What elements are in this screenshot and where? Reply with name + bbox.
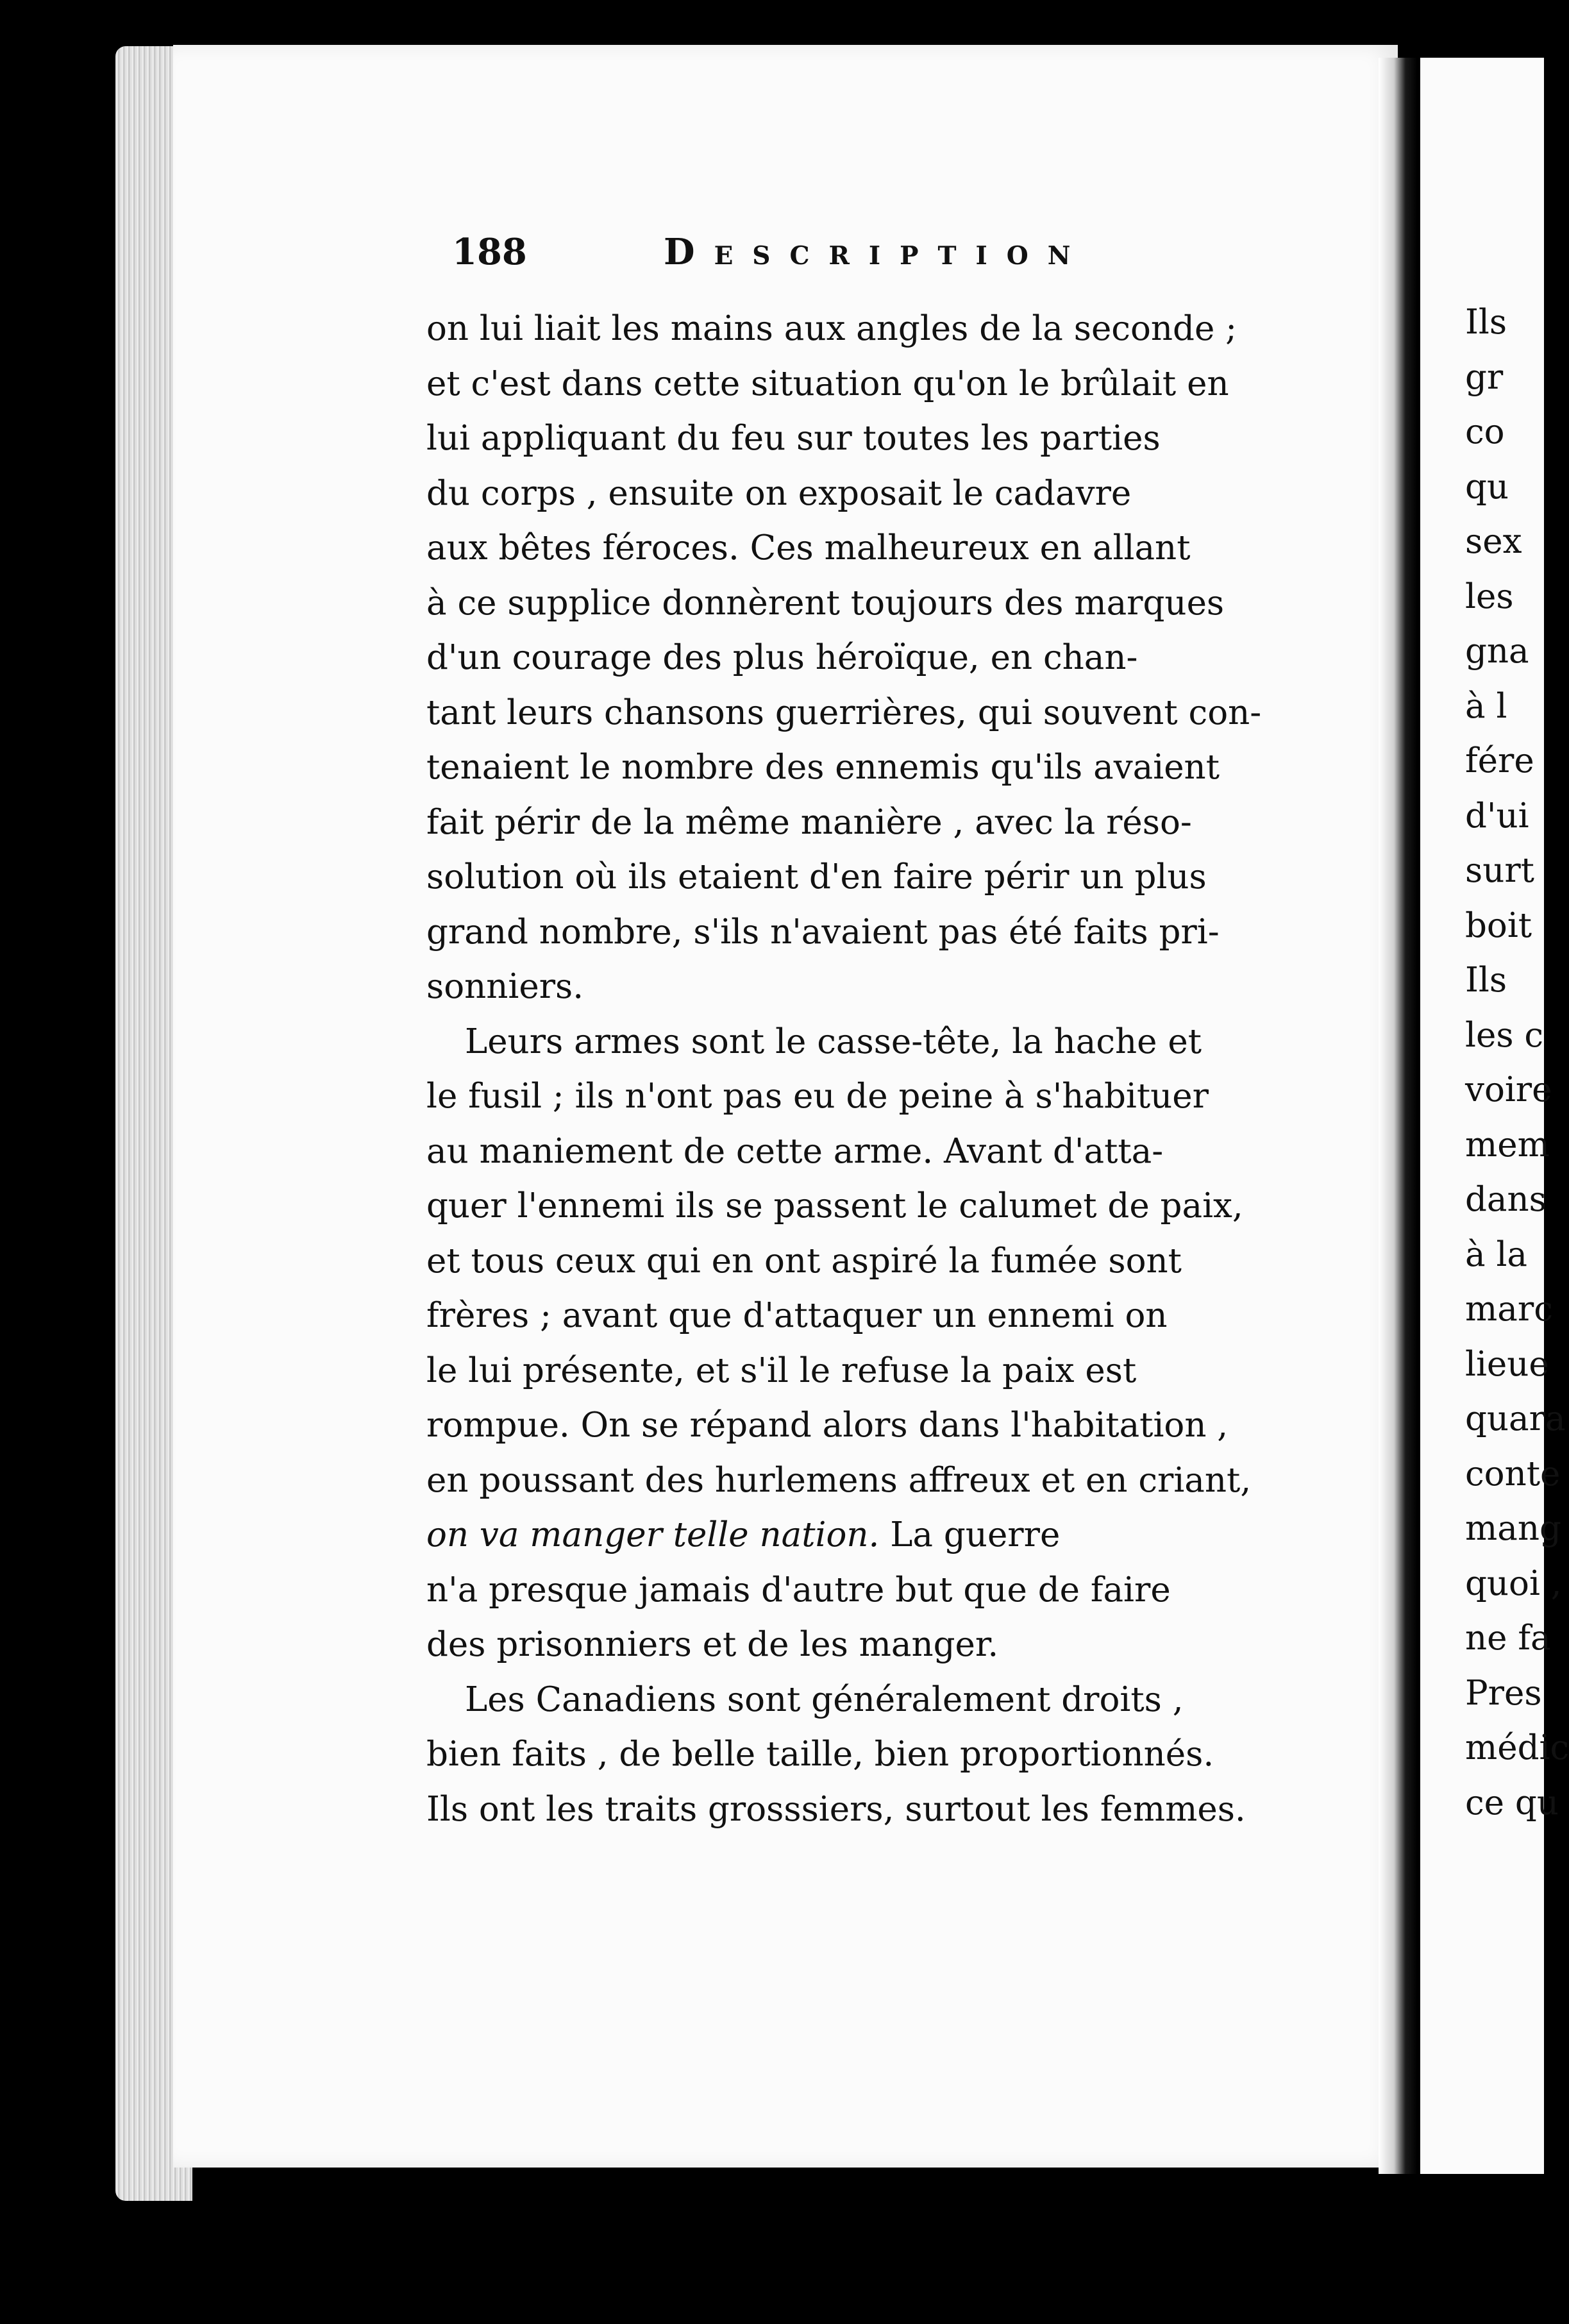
text-line: du corps , ensuite on exposait le cadavre (426, 473, 1132, 513)
page-number: 188 (452, 231, 527, 273)
text-fragment: Ils (1465, 961, 1507, 1000)
text-line: solution où ils etaient d'en faire périr un plus (426, 857, 1207, 897)
text-fragment: surt (1465, 851, 1534, 890)
text-fragment: gna (1465, 632, 1529, 671)
text-line: le lui présente, et s'il le refuse la paix est (426, 1351, 1137, 1390)
text-line: n'a presque jamais d'autre but que de faire (426, 1570, 1171, 1610)
text-fragment: marc (1465, 1290, 1553, 1329)
text-line: et tous ceux qui en ont aspiré la fumée sont (426, 1241, 1182, 1281)
text-line: frères ; avant que d'attaquer un ennemi on (426, 1296, 1168, 1335)
text-fragment: mang (1465, 1509, 1561, 1548)
text-fragment: les c (1465, 1015, 1544, 1055)
text-fragment: Pres (1465, 1673, 1542, 1713)
text-line: Ils ont les traits grosssiers, surtout les femmes. (426, 1789, 1246, 1829)
text-fragment: ce qu (1465, 1783, 1559, 1823)
italic-phrase: on va manger telle nation. (426, 1515, 880, 1554)
text-line: on lui liait les mains aux angles de la seconde ; (426, 309, 1238, 348)
text-fragment: gr (1465, 357, 1504, 397)
text-line: le fusil ; ils n'ont pas eu de peine à s'habituer (426, 1077, 1209, 1116)
text-line-tail: La guerre (879, 1515, 1061, 1554)
text-line: des prisonniers et de les manger. (426, 1625, 999, 1664)
text-fragment: sex (1465, 522, 1522, 561)
text-fragment: voire (1465, 1070, 1552, 1109)
text-fragment: à la (1465, 1234, 1527, 1274)
text-fragment: fére (1465, 741, 1534, 780)
paragraph-1 (426, 301, 1308, 1015)
text-line: fait périr de la même manière , avec la réso- (426, 802, 1192, 842)
paragraph-3 (426, 1672, 1308, 1837)
main-text-block (426, 301, 1308, 1837)
text-line: rompue. On se répand alors dans l'habitation , (426, 1406, 1229, 1445)
text-line: à ce supplice donnèrent toujours des marques (426, 583, 1225, 623)
text-fragment: Ils (1465, 303, 1507, 342)
right-page-text-fragments (1465, 295, 1569, 1830)
running-title: Description (664, 231, 1090, 273)
text-line: quer l'ennemi ils se passent le calumet de paix, (426, 1186, 1243, 1225)
text-line-mixed (426, 1508, 1308, 1563)
right-page (1420, 58, 1569, 2174)
text-fragment: dans (1465, 1180, 1547, 1219)
text-line: grand nombre, s'ils n'avaient pas été faits pri- (426, 912, 1220, 952)
book-gutter (1379, 58, 1417, 2174)
text-line: tenaient le nombre des ennemis qu'ils avaient (426, 748, 1220, 787)
text-line: bien faits , de belle taille, bien proportionnés. (426, 1735, 1214, 1774)
text-fragment: quara (1465, 1399, 1566, 1438)
text-fragment: les (1465, 577, 1514, 616)
text-line: Leurs armes sont le casse-tête, la hache et (465, 1022, 1202, 1061)
text-fragment: conte (1465, 1454, 1561, 1494)
text-line: d'un courage des plus héroïque, en chan- (426, 638, 1138, 677)
text-line: en poussant des hurlemens affreux et en criant, (426, 1460, 1252, 1500)
text-line: au maniement de cette arme. Avant d'atta- (426, 1131, 1164, 1171)
text-fragment: qu (1465, 467, 1509, 507)
text-fragment: quoi , (1465, 1563, 1562, 1603)
text-line: lui appliquant du feu sur toutes les parties (426, 419, 1161, 458)
text-line: Les Canadiens sont généralement droits , (465, 1680, 1184, 1719)
running-head (452, 231, 1112, 282)
text-line: et c'est dans cette situation qu'on le brûlait en (426, 364, 1229, 403)
text-line: tant leurs chansons guerrières, qui souvent con- (426, 693, 1262, 732)
text-fragment: boit (1465, 905, 1532, 945)
text-fragment: ne fa (1465, 1619, 1551, 1658)
text-line: sonniers. (426, 967, 584, 1006)
text-fragment: à l (1465, 686, 1507, 726)
text-fragment: co (1465, 412, 1505, 451)
text-fragment: mem (1465, 1125, 1550, 1165)
text-fragment: lieue (1465, 1344, 1549, 1384)
text-fragment: médic (1465, 1728, 1569, 1767)
text-line: aux bêtes féroces. Ces malheureux en allant (426, 528, 1191, 568)
paragraph-2 (426, 1015, 1308, 1672)
text-fragment: d'ui (1465, 796, 1529, 836)
